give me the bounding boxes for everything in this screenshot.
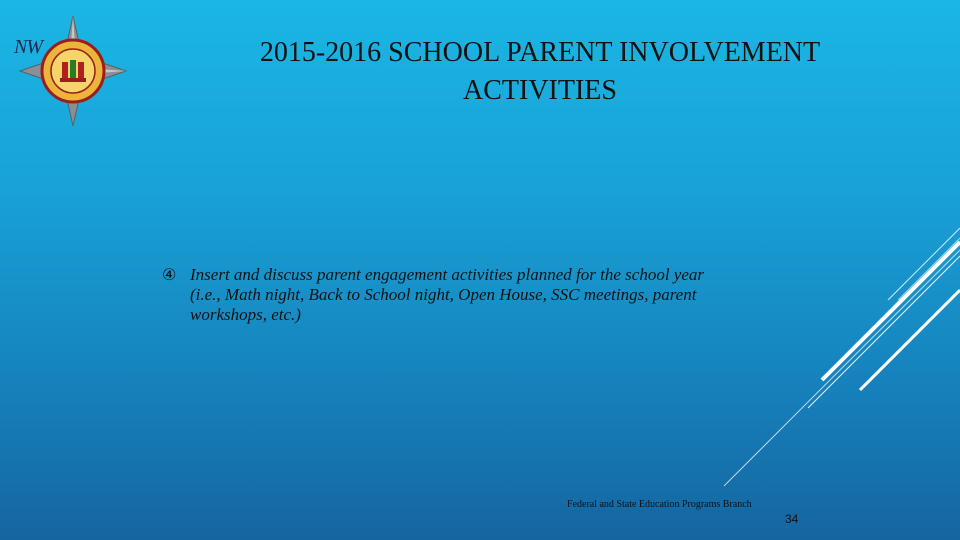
footer-text: Federal and State Education Programs Branch <box>567 499 752 510</box>
bullet-item <box>162 265 802 325</box>
title-line: 2015-2016 SCHOOL PARENT INVOLVEMENT <box>259 37 821 68</box>
slide-title <box>190 34 890 110</box>
bullet-text <box>190 265 704 325</box>
bullet-line: (i.e., Math night, Back to School night, Open House, SSC meetings, parent <box>190 285 697 304</box>
bullet-line: Insert and discuss parent engagement activities planned for the school year <box>190 265 705 284</box>
bullet-line: workshops, etc.) <box>190 305 301 324</box>
title-line: ACTIVITIES <box>463 75 617 106</box>
bullet-marker-icon: ④ <box>162 265 177 284</box>
school-seal-logo <box>6 16 128 128</box>
compass-star-icon <box>6 16 128 128</box>
page-number: 34 <box>785 512 799 526</box>
logo-text: NW <box>14 36 42 58</box>
